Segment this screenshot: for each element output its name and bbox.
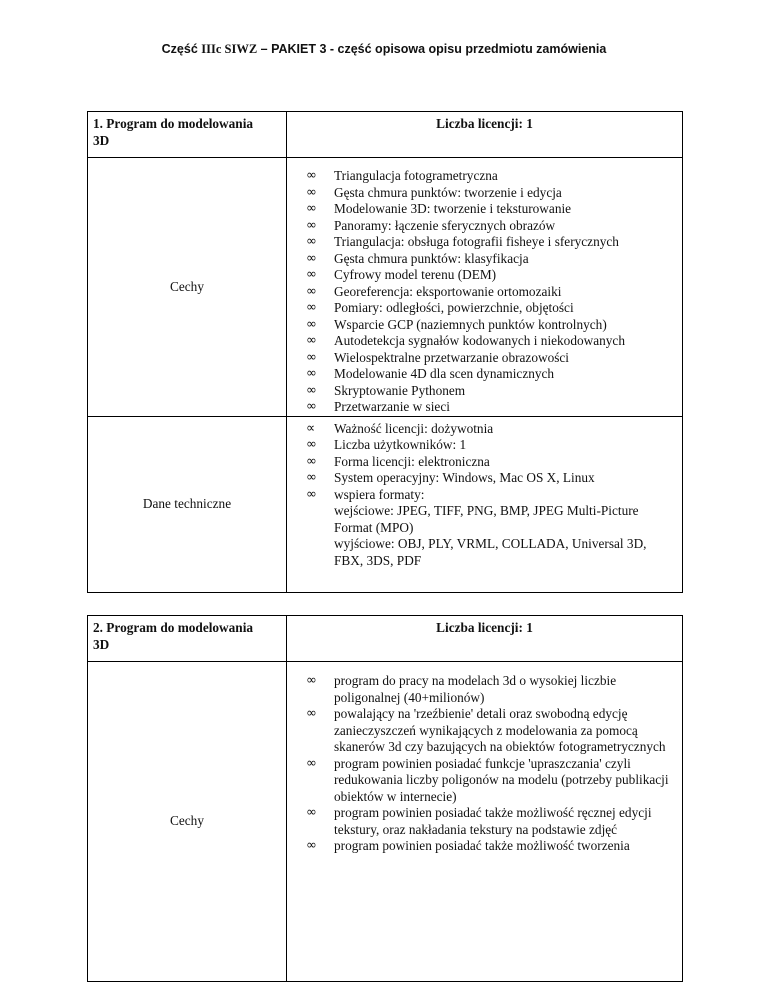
table-1-tech-cell bbox=[287, 416, 683, 592]
list-item bbox=[287, 350, 682, 367]
list-item-text: Panoramy: łączenie sferycznych obrazów bbox=[334, 217, 556, 233]
spec-table-2 bbox=[87, 615, 683, 982]
list-item bbox=[287, 218, 682, 235]
bullet-icon: ∞ bbox=[306, 316, 317, 332]
list-item-text: Triangulacja fotogrametryczna bbox=[334, 168, 498, 183]
list-item bbox=[287, 267, 682, 284]
bullet-icon: ∞ bbox=[306, 250, 317, 266]
table-1-features-row bbox=[88, 158, 683, 417]
bullet-icon: ∞ bbox=[306, 382, 317, 398]
list-item-text: Georeferencja: eksportowanie ortomozaiki bbox=[334, 283, 562, 299]
list-item-text: Wielospektralne przetwarzanie obrazowości bbox=[334, 349, 570, 365]
table-1-tech-row bbox=[88, 416, 683, 592]
list-item-text: wspiera formaty: bbox=[334, 486, 425, 502]
table-2-features-row bbox=[88, 662, 683, 982]
bullet-icon: ∞ bbox=[306, 838, 317, 853]
list-item-text: Cyfrowy model terenu (DEM) bbox=[334, 267, 497, 282]
bullet-icon: ∞ bbox=[306, 399, 317, 414]
bullet-icon: ∞ bbox=[306, 283, 317, 299]
list-item-text: program powinien posiadać funkcje 'upraszczania' czyli redukowania liczby poligonów na modelu (potrzeby publikacji obiektów w internecie) bbox=[334, 755, 669, 804]
table-2-features-cell bbox=[287, 662, 683, 982]
bullet-icon: ∞ bbox=[306, 366, 317, 381]
header-rest: – PAKIET 3 - część opisowa opisu przedmiotu zamówienia bbox=[257, 42, 607, 56]
table-1-feature-list bbox=[287, 168, 682, 416]
formats-in-text: wejściowe: JPEG, TIFF, PNG, BMP, JPEG Multi-Picture Format (MPO) bbox=[334, 503, 639, 535]
bullet-icon: ∞ bbox=[306, 437, 317, 452]
list-item bbox=[287, 201, 682, 218]
list-item-text: powalający na 'rzeźbienie' detali oraz swobodną edycję zanieczyszczeń wynikających z modelowania za pomocą skanerów 3d czy bazujących na obiektów fotogrametrycznych bbox=[334, 706, 666, 754]
bullet-icon: ∞ bbox=[306, 217, 317, 233]
table-2-license-count: Liczba licencji: 1 bbox=[287, 616, 683, 662]
table-2-header-row bbox=[88, 616, 683, 662]
header-roman: IIIc SIWZ bbox=[201, 42, 258, 56]
list-item bbox=[287, 185, 682, 202]
table-2-feature-list bbox=[287, 673, 682, 855]
bullet-icon: ∞ bbox=[306, 486, 317, 502]
list-item bbox=[287, 300, 682, 317]
list-item bbox=[287, 838, 682, 855]
formats-out bbox=[287, 536, 682, 569]
list-item bbox=[287, 333, 682, 350]
table-1-features-cell bbox=[287, 158, 683, 417]
table-1-features-label: Cechy bbox=[88, 158, 287, 417]
list-item bbox=[287, 366, 682, 383]
table-1-format-list bbox=[287, 503, 682, 569]
list-item-text: Pomiary: odległości, powierzchnie, objętości bbox=[334, 300, 574, 315]
list-item-text: Forma licencji: elektroniczna bbox=[334, 453, 490, 469]
list-item-text: System operacyjny: Windows, Mac OS X, Linux bbox=[334, 470, 595, 485]
list-item-text: Gęsta chmura punktów: tworzenie i edycja bbox=[334, 184, 562, 200]
list-item bbox=[287, 317, 682, 334]
list-item bbox=[287, 284, 682, 301]
bullet-icon: ∞ bbox=[306, 333, 317, 348]
list-item bbox=[287, 251, 682, 268]
bullet-icon: ∞ bbox=[306, 755, 317, 771]
list-item bbox=[287, 756, 682, 806]
table-1-license-count: Liczba licencji: 1 bbox=[287, 112, 683, 158]
list-item bbox=[287, 234, 682, 251]
list-item bbox=[287, 487, 682, 504]
list-item-text: program do pracy na modelach 3d o wysokiej liczbie poligonalnej (40+milionów) bbox=[334, 673, 617, 705]
table-2-name-line2: 3D bbox=[93, 636, 110, 652]
header-prefix: Część bbox=[161, 42, 202, 56]
list-item bbox=[287, 706, 682, 756]
page-header bbox=[0, 42, 768, 57]
list-item-text: Modelowanie 4D dla scen dynamicznych bbox=[334, 366, 555, 381]
list-item bbox=[287, 673, 682, 706]
list-item bbox=[287, 399, 682, 416]
list-item-text: Autodetekcja sygnałów kodowanych i niekodowanych bbox=[334, 333, 625, 348]
table-1-name-line2: 3D bbox=[93, 132, 110, 148]
table-2-product-name bbox=[88, 616, 287, 662]
table-1-product-name bbox=[88, 112, 287, 158]
table-2-features-label: Cechy bbox=[88, 662, 287, 982]
list-item bbox=[287, 168, 682, 185]
bullet-icon: ∞ bbox=[306, 234, 317, 249]
list-item bbox=[287, 454, 682, 471]
list-item bbox=[287, 805, 682, 838]
list-item-text: Ważność licencji: dożywotnia bbox=[334, 420, 494, 436]
table-1-header-row bbox=[88, 112, 683, 158]
bullet-icon: ∞ bbox=[306, 267, 317, 282]
list-item-text: Skryptowanie Pythonem bbox=[334, 382, 466, 398]
bullet-icon: ∞ bbox=[306, 805, 317, 820]
list-item bbox=[287, 437, 682, 454]
list-item-text: Triangulacja: obsługa fotografii fisheye i sferycznych bbox=[334, 234, 619, 249]
spec-table-1 bbox=[87, 111, 683, 593]
table-1-tech-list bbox=[287, 421, 682, 504]
list-item bbox=[287, 383, 682, 400]
table-1-tech-label: Dane techniczne bbox=[88, 416, 287, 592]
bullet-icon: ∞ bbox=[306, 184, 317, 200]
bullet-icon: ∞ bbox=[306, 453, 317, 469]
list-item-text: program powinien posiadać także możliwość tworzenia bbox=[334, 838, 630, 853]
list-item-text: Przetwarzanie w sieci bbox=[334, 399, 450, 414]
formats-in bbox=[287, 503, 682, 536]
bullet-icon: ∞ bbox=[306, 349, 317, 365]
list-item bbox=[287, 470, 682, 487]
list-item-text: Wsparcie GCP (naziemnych punktów kontrolnych) bbox=[334, 316, 607, 332]
bullet-icon: ∞ bbox=[306, 470, 317, 485]
bullet-icon: ∞ bbox=[306, 673, 317, 688]
bullet-icon: ∞ bbox=[306, 201, 317, 216]
list-item bbox=[287, 421, 682, 438]
bullet-icon: ∝ bbox=[306, 420, 316, 436]
list-item-text: Gęsta chmura punktów: klasyfikacja bbox=[334, 250, 529, 266]
formats-out-text: wyjściowe: OBJ, PLY, VRML, COLLADA, Universal 3D, FBX, 3DS, PDF bbox=[334, 536, 647, 568]
list-item-text: Liczba użytkowników: 1 bbox=[334, 437, 467, 452]
list-item-text: program powinien posiadać także możliwość ręcznej edycji tekstury, oraz nakładania tekstury na podstawie zdjęć bbox=[334, 805, 652, 837]
bullet-icon: ∞ bbox=[306, 300, 317, 315]
table-1-name-line1: 1. Program do modelowania bbox=[93, 116, 254, 131]
bullet-icon: ∞ bbox=[306, 168, 317, 183]
table-2-name-line1: 2. Program do modelowania bbox=[93, 620, 254, 635]
list-item-text: Modelowanie 3D: tworzenie i teksturowanie bbox=[334, 201, 572, 216]
bullet-icon: ∞ bbox=[306, 706, 317, 721]
